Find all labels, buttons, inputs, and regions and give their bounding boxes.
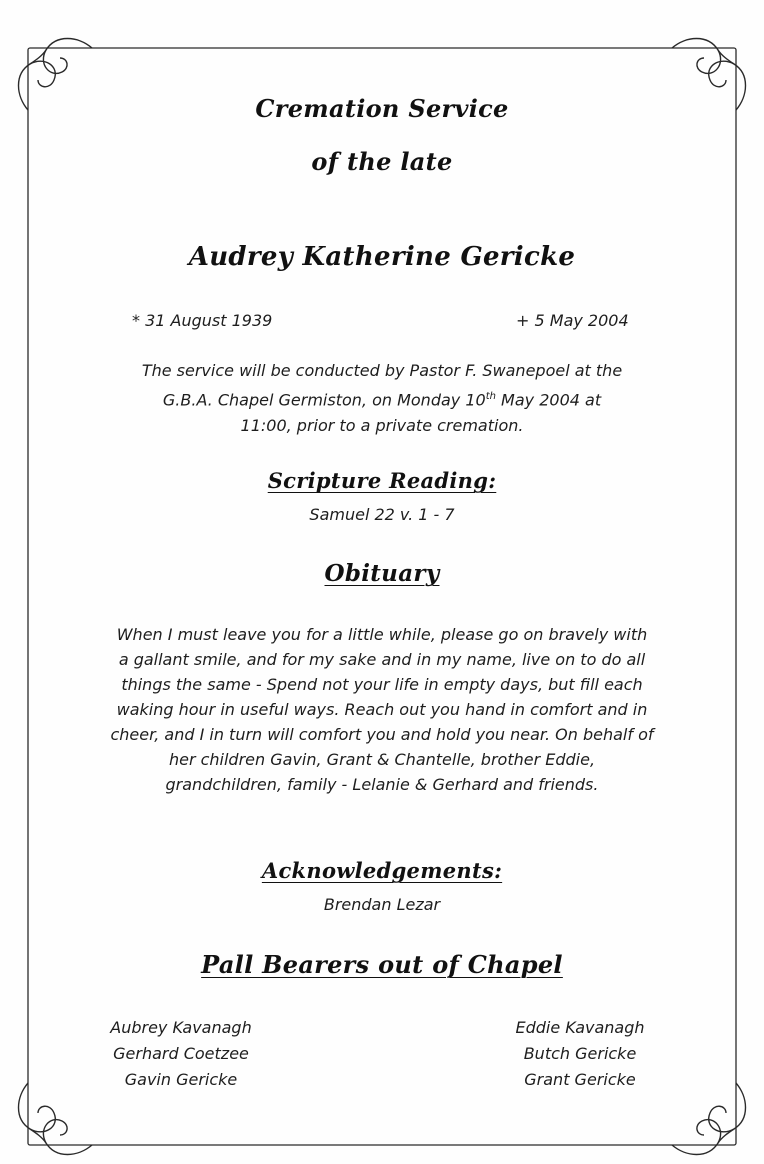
pall-bearers-right-column — [500, 1015, 660, 1093]
title-line-2: of the late — [311, 147, 453, 176]
service-line-2 — [0, 384, 764, 413]
service-details — [0, 358, 764, 439]
ordinal-suffix: th — [485, 391, 496, 402]
pall-bearer: Gerhard Coetzee — [113, 1044, 249, 1063]
pall-bearers-left-column — [100, 1015, 262, 1093]
pall-bearers-heading: Pall Bearers out of Chapel — [201, 950, 563, 979]
corner-flourish-bottom-left — [19, 1083, 93, 1155]
pall-bearer: Grant Gericke — [524, 1070, 636, 1089]
service-line-1: The service will be conducted by Pastor F. Swanepoel at the — [141, 361, 623, 380]
pall-bearer: Gavin Gericke — [124, 1070, 238, 1089]
acknowledgements-name: Brendan Lezar — [323, 895, 441, 914]
service-line-2-start: G.B.A. Chapel Germiston, on Monday 10 — [162, 390, 486, 410]
acknowledgements-heading: Acknowledgements: — [261, 858, 503, 883]
birth-date: * 31 August 1939 — [132, 311, 273, 330]
obituary-text: When I must leave you for a little while, please go on bravely with a gallant smile, and for my sake and in my name, live on to do all things the same - Spend not your life in empty days, but fill each waking hour in useful ways. Reach out you hand in comfort and in cheer, and I in turn will comfort you and hold you near. On behalf of her children Gavin, Grant & Chantelle, brother Eddie, grandchildren, family - Lelanie & Gerhard and friends. — [110, 625, 654, 794]
pall-bearer: Eddie Kavanagh — [515, 1018, 645, 1037]
scripture-heading: Scripture Reading: — [267, 468, 497, 493]
corner-flourish-bottom-right — [672, 1083, 746, 1155]
service-line-2-end: May 2004 at — [495, 390, 602, 410]
deceased-name: Audrey Katherine Gericke — [188, 242, 576, 272]
title-line-1: Cremation Service — [255, 94, 509, 123]
service-line-3: 11:00, prior to a private cremation. — [240, 416, 524, 436]
pall-bearer: Aubrey Kavanagh — [110, 1018, 252, 1037]
death-date: + 5 May 2004 — [516, 311, 629, 330]
obituary-heading: Obituary — [324, 560, 440, 587]
scripture-reference: Samuel 22 v. 1 - 7 — [309, 505, 455, 524]
pall-bearer: Butch Gericke — [523, 1044, 637, 1063]
